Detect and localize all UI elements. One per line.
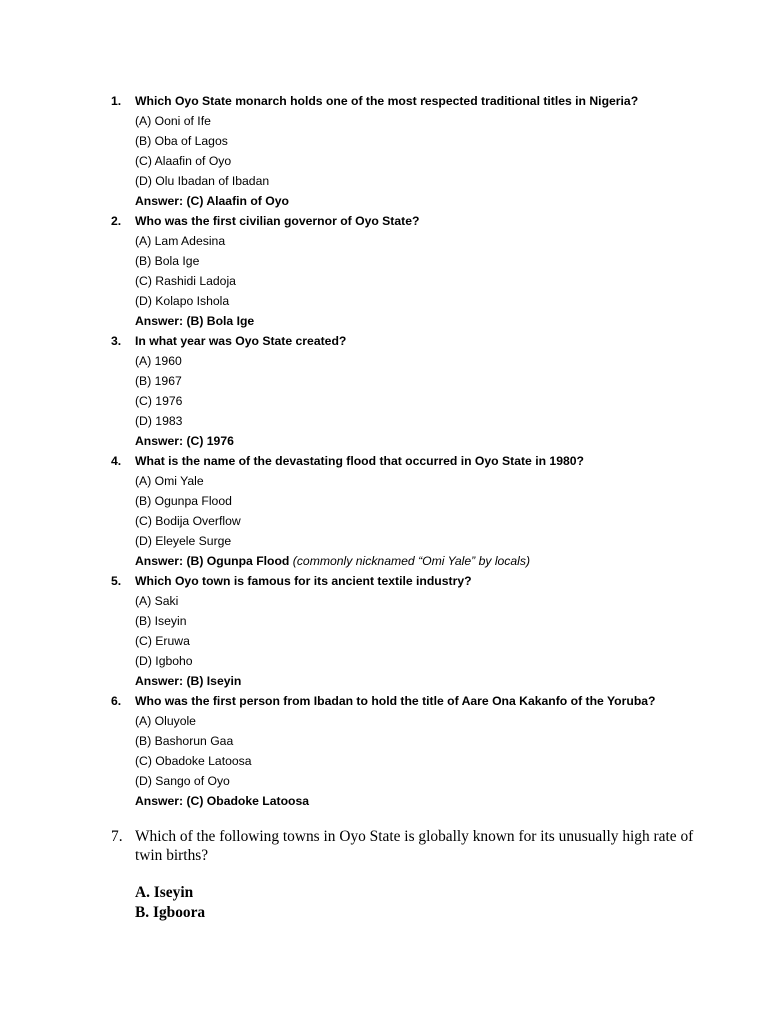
option-line [0, 391, 768, 411]
question-block [0, 571, 768, 691]
answer-label: Answer: (B) Iseyin [135, 674, 242, 688]
option-line [0, 631, 768, 651]
option-text: (A) Ooni of Ife [135, 114, 211, 128]
option-line [0, 591, 768, 611]
option-text: (A) Oluyole [135, 714, 196, 728]
answer-label: Answer: (C) 1976 [135, 434, 234, 448]
option-line [0, 751, 768, 771]
answer-label: Answer: (C) Alaafin of Oyo [135, 194, 289, 208]
question-text: Who was the first civilian governor of Oyo State? [135, 214, 420, 228]
question-number: 7. [111, 828, 123, 845]
option-text: (B) Ogunpa Flood [135, 494, 232, 508]
question-block [0, 91, 768, 211]
question-number: 5. [111, 574, 122, 588]
option-line [0, 731, 768, 751]
question-block [0, 211, 768, 331]
option-text: (D) Igboho [135, 654, 193, 668]
option-line [0, 131, 768, 151]
option-text: (D) Eleyele Surge [135, 534, 232, 548]
option-line [0, 171, 768, 191]
option-line [0, 771, 768, 791]
option-list [135, 883, 205, 923]
answer-line [0, 431, 768, 451]
option-text: (B) Bola Ige [135, 254, 200, 268]
answer-label: Answer: (C) Obadoke Latoosa [135, 794, 310, 808]
answer-text [135, 791, 309, 811]
question-number: 3. [111, 334, 122, 348]
option-text: (D) Kolapo Ishola [135, 294, 230, 308]
question-line [0, 331, 768, 351]
answer-line [0, 671, 768, 691]
option-line [0, 291, 768, 311]
answer-text [135, 431, 234, 451]
question-line [0, 91, 768, 111]
option-line [0, 491, 768, 511]
option-text: (A) Omi Yale [135, 474, 204, 488]
option-text: (C) Bodija Overflow [135, 514, 241, 528]
question-number: 1. [111, 94, 122, 108]
option-line [0, 511, 768, 531]
question-number: 4. [111, 454, 122, 468]
answer-label: Answer: (B) Bola Ige [135, 314, 255, 328]
option-text: (B) Bashorun Gaa [135, 734, 234, 748]
option-text: (D) 1983 [135, 414, 183, 428]
question-number: 6. [111, 694, 122, 708]
option-text: (C) Obadoke Latoosa [135, 754, 252, 768]
question-line [0, 451, 768, 471]
quiz-list [0, 91, 768, 811]
option-line [0, 151, 768, 171]
question-number: 2. [111, 214, 122, 228]
answer-line [0, 311, 768, 331]
option-text: (B) 1967 [135, 374, 182, 388]
option-line [0, 711, 768, 731]
answer-line [0, 791, 768, 811]
question-text: Which of the following towns in Oyo State is globally known for its unusually high rate of twin births? [135, 828, 694, 864]
question-text: Who was the first person from Ibadan to hold the title of Aare Ona Kakanfo of the Yoruba? [135, 694, 656, 708]
answer-note: (commonly nicknamed “Omi Yale” by locals) [292, 554, 531, 568]
option-text: (D) Sango of Oyo [135, 774, 230, 788]
answer-text [135, 671, 241, 691]
answer-line [0, 191, 768, 211]
option-text: (C) Eruwa [135, 634, 190, 648]
question-line [0, 571, 768, 591]
answer-text [135, 551, 530, 571]
option-a: A. Iseyin [135, 884, 194, 901]
question-line [0, 691, 768, 711]
answer-text [135, 191, 289, 211]
option-text: (B) Oba of Lagos [135, 134, 228, 148]
question-text: In what year was Oyo State created? [135, 334, 347, 348]
option-line [0, 351, 768, 371]
question-block [0, 691, 768, 811]
question-block [0, 331, 768, 451]
option-text: (D) Olu Ibadan of Ibadan [135, 174, 270, 188]
option-text: (C) Rashidi Ladoja [135, 274, 236, 288]
question-text: Which Oyo State monarch holds one of the most respected traditional titles in Nigeria? [135, 94, 639, 108]
answer-text [135, 311, 254, 331]
option-text: (A) 1960 [135, 354, 182, 368]
option-text: (C) 1976 [135, 394, 183, 408]
option-line [0, 271, 768, 291]
option-line [0, 611, 768, 631]
option-text: (A) Lam Adesina [135, 234, 226, 248]
option-line [0, 651, 768, 671]
option-line [0, 371, 768, 391]
option-line [0, 111, 768, 131]
question-text: Which Oyo town is famous for its ancient textile industry? [135, 574, 472, 588]
answer-label: Answer: (B) Ogunpa Flood [135, 554, 290, 568]
option-line [0, 231, 768, 251]
question-text: What is the name of the devastating flood that occurred in Oyo State in 1980? [135, 454, 584, 468]
option-text: (A) Saki [135, 594, 179, 608]
option-line [0, 251, 768, 271]
option-line [0, 411, 768, 431]
answer-line [0, 551, 768, 571]
option-line [0, 471, 768, 491]
option-text: (C) Alaafin of Oyo [135, 154, 232, 168]
option-b: B. Igboora [135, 904, 206, 921]
question-block [0, 451, 768, 571]
option-text: (B) Iseyin [135, 614, 187, 628]
question-line [0, 211, 768, 231]
option-line [0, 531, 768, 551]
